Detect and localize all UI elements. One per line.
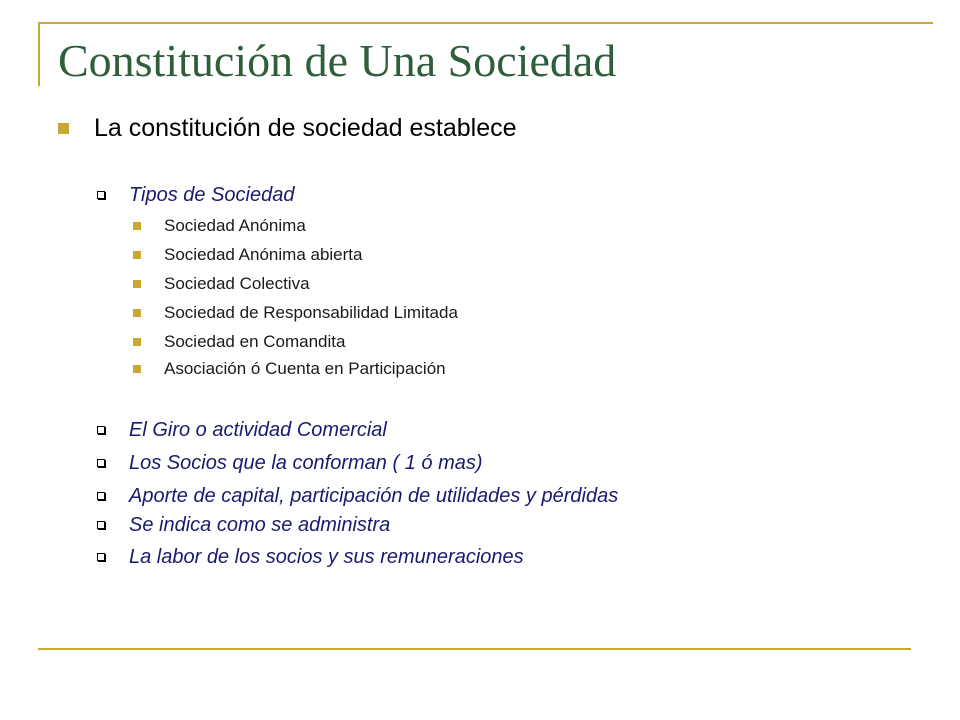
list-item-text: Sociedad de Responsabilidad Limitada <box>164 303 458 322</box>
list-item <box>133 301 458 325</box>
list-item-text: Sociedad en Comandita <box>164 332 346 351</box>
checkbox-bullet-icon <box>97 191 105 199</box>
checkbox-bullet-icon <box>97 521 105 529</box>
list-item-text: Sociedad Anónima <box>164 216 306 235</box>
left-rule <box>38 22 40 86</box>
bottom-rule <box>38 648 911 650</box>
checkbox-bullet-icon <box>97 459 105 467</box>
sub-bullet-text: El Giro o actividad Comercial <box>129 418 387 441</box>
square-bullet-icon <box>133 338 141 346</box>
square-bullet-icon <box>133 222 141 230</box>
list-item <box>133 243 362 267</box>
main-bullet-text: La constitución de sociedad establece <box>94 113 517 142</box>
checkbox-bullet-icon <box>97 553 105 561</box>
list-item-text: Asociación ó Cuenta en Participación <box>164 359 446 378</box>
sub-bullet-text: Los Socios que la conforman ( 1 ó mas) <box>129 451 483 474</box>
square-bullet-icon <box>133 365 141 373</box>
sub-bullet <box>97 511 390 539</box>
sub-bullet-tipos <box>97 181 295 209</box>
top-rule <box>38 22 933 24</box>
sub-bullet-text: Se indica como se administra <box>129 513 391 536</box>
sub-bullet-text: Tipos de Sociedad <box>129 183 295 206</box>
square-bullet-icon <box>58 123 69 134</box>
list-item <box>133 214 306 238</box>
list-item <box>133 330 345 354</box>
sub-bullet <box>97 416 387 444</box>
checkbox-bullet-icon <box>97 492 105 500</box>
sub-bullet-text: Aporte de capital, participación de utilidades y pérdidas <box>129 484 619 507</box>
slide-title: Constitución de Una Sociedad <box>58 35 617 86</box>
checkbox-bullet-icon <box>97 426 105 434</box>
square-bullet-icon <box>133 251 141 259</box>
sub-bullet <box>97 449 483 477</box>
square-bullet-icon <box>133 280 141 288</box>
sub-bullet <box>97 543 524 571</box>
list-item <box>133 272 310 296</box>
square-bullet-icon <box>133 309 141 317</box>
sub-bullet <box>97 482 618 510</box>
sub-bullet-text: La labor de los socios y sus remuneraciones <box>129 545 524 568</box>
list-item-text: Sociedad Anónima abierta <box>164 245 363 264</box>
list-item-text: Sociedad Colectiva <box>164 274 310 293</box>
list-item <box>133 357 446 381</box>
main-bullet <box>58 108 517 148</box>
